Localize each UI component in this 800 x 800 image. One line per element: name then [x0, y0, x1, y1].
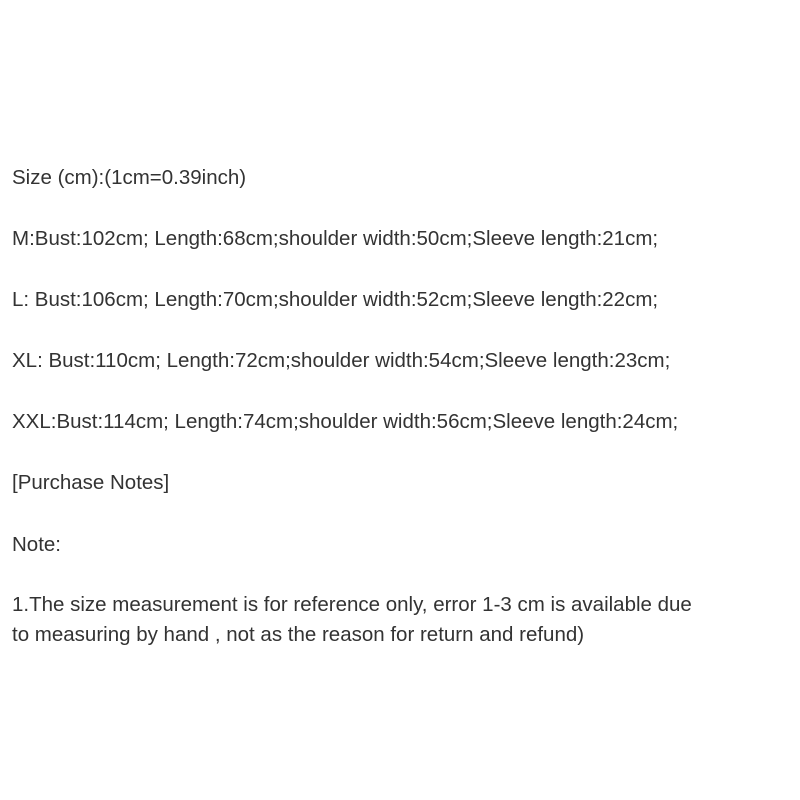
- note-item-1: [12, 590, 788, 650]
- purchase-notes-heading: [Purchase Notes]: [12, 471, 170, 494]
- size-row-xxl: XXL:Bust:114cm; Length:74cm;shoulder width:56cm;Sleeve length:24cm;: [12, 410, 679, 433]
- note-label: Note:: [12, 533, 61, 556]
- note-item-1-line-2: to measuring by hand , not as the reason for return and refund): [12, 623, 585, 646]
- size-row-xl: XL: Bust:110cm; Length:72cm;shoulder width:54cm;Sleeve length:23cm;: [12, 349, 671, 372]
- size-row-l: L: Bust:106cm; Length:70cm;shoulder width:52cm;Sleeve length:22cm;: [12, 288, 659, 311]
- size-heading: Size (cm):(1cm=0.39inch): [12, 166, 247, 189]
- size-row-m: M:Bust:102cm; Length:68cm;shoulder width:50cm;Sleeve length:21cm;: [12, 227, 659, 250]
- note-item-1-line-1: 1.The size measurement is for reference only, error 1-3 cm is available due: [12, 593, 692, 616]
